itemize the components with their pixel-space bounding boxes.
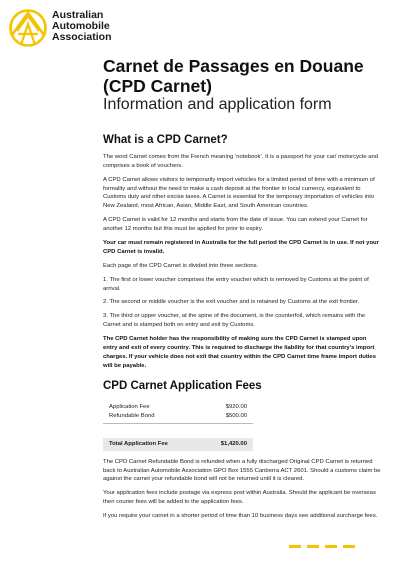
fee-table xyxy=(103,401,253,450)
paragraph: 2. The second or middle voucher is the exit voucher and is retained by Customs at the exit frontier. xyxy=(103,299,360,306)
fee-row-bond xyxy=(103,412,253,421)
fee-row-application xyxy=(103,403,253,412)
fee-row-total xyxy=(103,438,253,451)
paragraph: If you require your carnet in a shorter period of time than 10 business days see additional surcharge fees. xyxy=(103,513,378,520)
aaa-logo-icon xyxy=(8,8,48,48)
paragraph: 3. The third or upper voucher, at the spine of the document, is the counterfoil, which remains with the Carnet and is stamped both on entry and exit by Customs. xyxy=(103,313,366,329)
org-name-line1: Australian xyxy=(52,9,104,21)
paragraph: Your application fees include postage via express post within Australia. Should the applicant be overseas then courier fees will be added to the application fees. xyxy=(103,490,376,506)
fee-label: Application Fee xyxy=(109,404,150,411)
paragraph: The CPD Carnet Refundable Bond is refunded when a fully discharged Original CPD Carnet is returned back to Australian Automobile Association GPO Box 1555 Canberra ACT 2601. Should a customs claim be against the carnet your refundable bond will not be returned until it is cleared. xyxy=(103,458,381,483)
section-heading-fees: CPD Carnet Application Fees xyxy=(103,380,262,393)
org-name xyxy=(52,10,112,43)
page-title xyxy=(103,56,364,96)
org-name-line3: Association xyxy=(52,31,112,43)
org-name-line2: Automobile xyxy=(52,20,110,32)
fee-amount: $920.00 xyxy=(225,404,247,411)
decorative-dashes xyxy=(289,545,355,548)
dash-decoration xyxy=(289,545,301,548)
paragraph-bold: The CPD Carnet holder has the responsibility of making sure the CPD Carnet is stamped upon entry and exit of every country. This is required to discharge the liability for that country’s import charges. If your vehicle does not exit that country within the CPD Carnet time frame import duties will be payable. xyxy=(103,336,376,369)
section-heading-what-is: What is a CPD Carnet? xyxy=(103,134,228,146)
main-content xyxy=(103,134,381,526)
page-title-line1: Carnet de Passages en Douane xyxy=(103,56,364,76)
paragraph: 1. The first or lower voucher comprises the entry voucher which is removed by Customs at the point of arrival. xyxy=(103,276,369,292)
page-title-line2: (CPD Carnet) xyxy=(103,76,212,96)
fee-amount: $500.00 xyxy=(225,413,247,420)
paragraph-bold: Your car must remain registered in Australia for the full period the CPD Carnet is in use. If not your CPD Carnet is invalid. xyxy=(103,239,379,255)
fee-rows xyxy=(103,401,253,424)
paragraph: Each page of the CPD Carnet is divided into three sections. xyxy=(103,262,259,269)
paragraph: A CPD Carnet allows visitors to temporarily import vehicles for a limited period of time with a minimum of formality and without the need to make a cash deposit at the frontier in local currency, equivalent to Customs duty and other excise taxes. A Carnet is essential for the temporary importation of vehicles into New Zealand, most African, Asian, Middle East, and South American countries. xyxy=(103,176,375,210)
dash-decoration xyxy=(307,545,319,548)
dash-decoration xyxy=(325,545,337,548)
total-label: Total Application Fee xyxy=(109,441,168,448)
dash-decoration xyxy=(343,545,355,548)
total-amount: $1,420.00 xyxy=(220,441,247,448)
page-subtitle: Information and application form xyxy=(103,96,332,113)
paragraph: A CPD Carnet is valid for 12 months and starts from the date of issue. You can extend your Carnet for another 12 months but this must be applied for prior to expiry. xyxy=(103,217,368,232)
fee-label: Refundable Bond xyxy=(109,413,155,420)
paragraph: The word Carnet comes from the French meaning ‘notebook’. It is a passport for your car/ motorcycle and comprises a book of vouchers. xyxy=(103,154,379,169)
